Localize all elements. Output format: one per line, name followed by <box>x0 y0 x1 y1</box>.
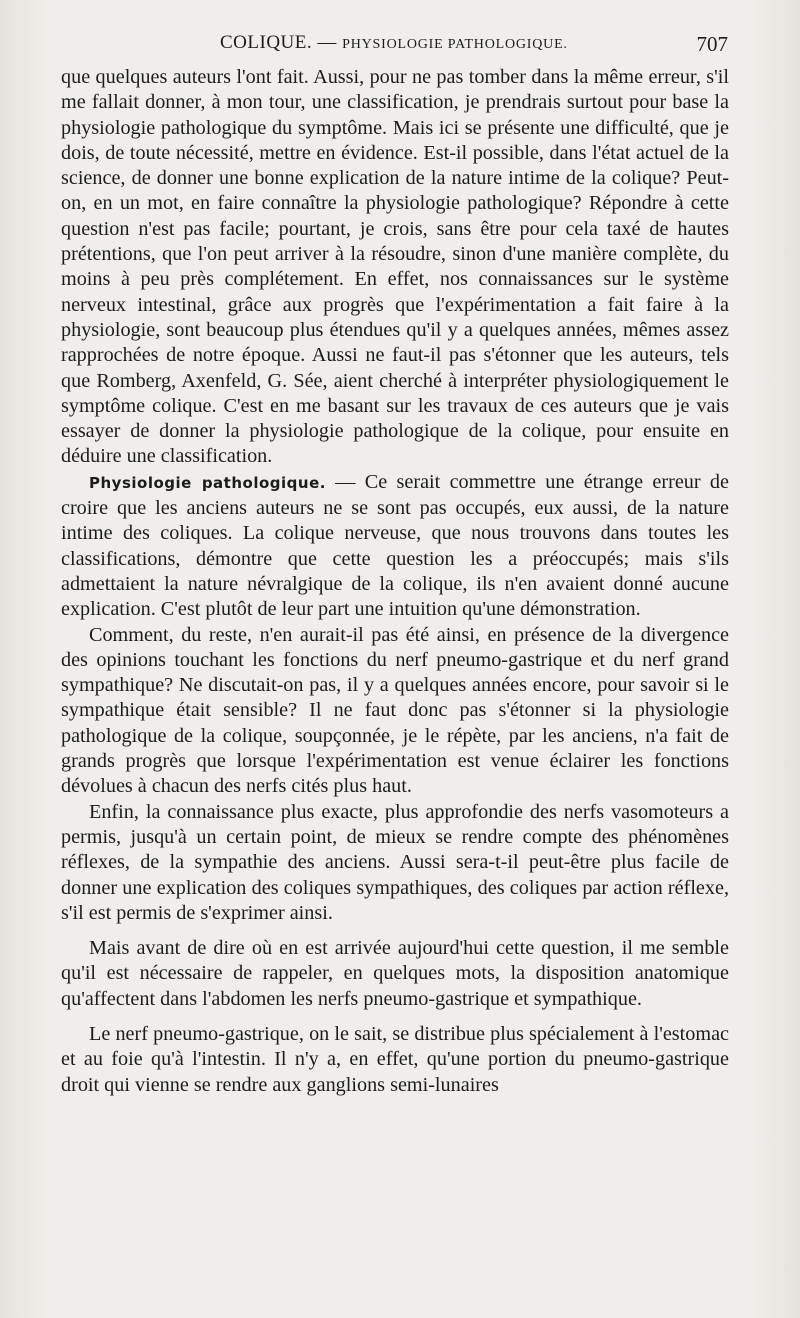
body-text <box>61 65 729 1098</box>
paragraph-text: — Ce serait commettre une étrange erreur de croire que les anciens auteurs ne se sont pas occupés, eux aussi, de la nature intime des coliques. La colique nerveuse, que nous trouvons dans toutes les classifications, démontre que cette question les a préoccupés; mais s'ils admettaient la nature névralgique de la colique, ils n'en avaient donné aucune explication. C'est plutôt de leur part une intuition qu'une démonstration. <box>61 470 729 621</box>
paragraph-enfin: Enfin, la connaissance plus exacte, plus approfondie des nerfs vasomoteurs a permis, jusqu'à un certain point, de mieux se rendre compte des phénomènes réflexes, de la sympathie des anciens. Aussi sera-t-il peut-être plus facile de donner une explication des coliques sympathiques, des coliques par action réflexe, s'il est permis de s'exprimer ainsi. <box>61 800 729 924</box>
running-head <box>220 32 568 54</box>
section-heading: Physiologie pathologique. <box>89 473 326 492</box>
running-head-sub: PHYSIOLOGIE PATHOLOGIQUE. <box>342 37 568 52</box>
page-number: 707 <box>696 32 728 56</box>
running-head-dash: — <box>312 32 343 53</box>
page-header <box>60 30 730 60</box>
paragraph-nerf: Le nerf pneumo-gastrique, on le sait, se distribue plus spécialement à l'estomac et au foie qu'à l'intestin. Il n'y a, en effet, qu'une portion du pneumo-gastrique droit qui vienne se rendre aux ganglions semi-lunaires <box>61 1022 729 1096</box>
paragraph-gap <box>61 1012 729 1022</box>
paragraph-mais: Mais avant de dire où en est arrivée aujourd'hui cette question, il me semble qu'il est nécessaire de rappeler, en quelques mots, la disposition anatomique qu'affectent dans l'abdomen les nerfs pneumo-gastrique et sympathique. <box>61 937 729 1010</box>
paragraph-continuation: que quelques auteurs l'ont fait. Aussi, pour ne pas tomber dans la même erreur, s'il me fallait donner, à mon tour, une classification, je prendrais surtout pour base la physiologie pathologique du symptôme. Mais ici se présente une difficulté, que je dois, de toute nécessité, mettre en évidence. Est-il possible, dans l'état actuel de la science, de donner une bonne explication de la nature intime de la colique? Peut-on, en un mot, en faire connaître la physiologie pathologique? Répondre à cette question n'est pas facile; pourtant, je crois, sans être pour cela taxé de hautes prétentions, que l'on peut arriver à la résoudre, sinon d'une manière complète, du moins à peu près complétement. En effet, nos connaissances sur le système nerveux intestinal, grâce aux progrès que l'expérimentation a fait faire à la physiologie, sont beaucoup plus étendues qu'il y a quelques années, mêmes assez rapprochées de notre époque. Aussi ne faut-il pas s'étonner que les auteurs, tels que Romberg, Axenfeld, G. Sée, aient cherché à interpréter physiologiquement le symptôme colique. C'est en me basant sur les travaux de ces auteurs que je vais essayer de donner la physiologie pathologique de la colique, pour ensuite en déduire une classification. <box>61 66 729 468</box>
running-head-main: COLIQUE. <box>220 32 313 53</box>
paragraph-comment: Comment, du reste, n'en aurait-il pas été ainsi, en présence de la divergence des opinions touchant les fonctions du nerf pneumo-gastrique et du nerf grand sympathique? Ne discutait-on pas, il y a quelques années encore, pour savoir si le sympathique était sensible? Il ne faut donc pas s'étonner si la physiologie pathologique de la colique, soupçonnée, je le répète, par les anciens, n'a fait de grands progrès que lorsque l'expérimentation est venue éclairer les fonctions dévolues à chacun des nerfs cités plus haut. <box>61 623 729 798</box>
paragraph-physiologie <box>61 470 729 623</box>
paragraph-gap <box>61 926 729 936</box>
